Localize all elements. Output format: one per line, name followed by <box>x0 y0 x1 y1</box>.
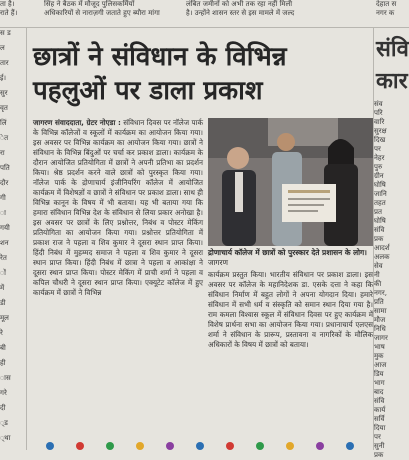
strip-line: गयी <box>0 224 10 232</box>
strip-line: रे <box>0 329 3 337</box>
strip-line: गरे <box>0 389 7 397</box>
strip-line: सेव <box>374 262 383 270</box>
strip-line: अलक <box>374 253 390 261</box>
strip-line: ास <box>0 374 11 382</box>
strip-line: सुर <box>0 89 8 97</box>
strip-line: तार <box>0 59 9 67</box>
strip-line: तहत <box>374 199 386 207</box>
strip-line: नी <box>374 271 380 279</box>
strip-line: में <box>0 284 5 292</box>
strip-line: प्रक <box>374 235 384 243</box>
strip-line: जानि <box>374 190 387 198</box>
top-line: लंबित जमीनों को अभी तक रहा नहीं मिली <box>186 0 293 8</box>
strip-line: डिय <box>374 370 384 378</box>
article-column-right <box>208 270 373 440</box>
top-col-1 <box>0 0 40 18</box>
strip-line: ल <box>0 44 5 52</box>
caption-text: द्रोणाचार्य कॉलेज में छात्रों को पुरस्कार देते प्रशासन के लोग। <box>208 248 367 257</box>
strip-line: की <box>374 280 382 288</box>
article-column-left <box>33 118 203 440</box>
strip-line: कार्य <box>374 406 386 414</box>
strip-line: निधि <box>374 325 386 333</box>
strip-line: घोषि <box>374 217 386 225</box>
strip-line: जागर <box>374 334 388 342</box>
strip-line: नगर, <box>374 289 387 297</box>
right-article-strip <box>374 100 409 459</box>
strip-line: घोषि <box>374 181 386 189</box>
strip-line: भाग <box>374 379 385 387</box>
strip-line: आदर्श <box>374 244 390 252</box>
award-photo-image <box>208 118 373 246</box>
headline-line-2: पहलुओं पर डाला प्रकाश <box>33 76 263 106</box>
top-col-4 <box>376 0 409 18</box>
strip-line: सुरक्ष <box>374 127 387 135</box>
right-headline-line: संवि <box>376 37 409 62</box>
top-col-2 <box>44 0 179 18</box>
strip-line: गी <box>0 194 6 202</box>
strip-line: डी <box>0 299 6 307</box>
strip-line: नेहर <box>374 154 385 162</box>
strip-line: मूल <box>0 314 9 322</box>
strip-line: सर्वि <box>374 415 385 423</box>
strip-line: संव <box>374 100 383 108</box>
strip-line: ेत <box>0 134 9 142</box>
top-line: नगर क <box>376 9 395 17</box>
strip-line: दौर <box>0 179 9 187</box>
top-line: ता है। <box>0 0 15 8</box>
article-text-right: कार्यक्रम प्रस्तुत किया। भारतीय संविधान पर प्रकाश डाला। इस अवसर पर कॉलेज के महानिदेशक डा. एसके दत्ता ने कहा कि संविधान निर्माण में बहुत लोगों ने अपना योगदान दिया। हमारे संविधान में सभी धर्म व संस्कृति को समान स्थान दिया गया है। राम कमला विश्वास स्कूल में संविधान दिवस पर हुए कार्यक्रम में विशेष प्रार्थना सभा का आयोजन किया गया। प्रधानाचार्य एलएस शर्मा ने संविधान के प्रारूप, प्रस्तावना व नागरिकों के मौलिक अधिकारों के विषय में छात्रों को बताया। <box>208 270 373 349</box>
strip-line: आज <box>374 361 387 369</box>
strip-line: संवि <box>374 226 385 234</box>
strip-line: ग्रीन <box>374 172 384 180</box>
top-article-strip <box>0 0 409 26</box>
right-article-headline <box>376 34 409 98</box>
article-photo <box>208 118 373 246</box>
strip-line: प्रक <box>374 451 384 459</box>
strip-line: सामा <box>374 307 387 315</box>
strip-line: दिख <box>374 136 386 144</box>
right-headline-line: कार <box>376 69 408 94</box>
top-line: देहात स <box>376 0 397 8</box>
strip-line: प्रति <box>374 298 384 306</box>
strip-line: संवि <box>374 397 385 405</box>
strip-line: सुनी <box>374 442 385 450</box>
strip-line: ई। <box>0 74 7 82</box>
strip-line: पुरु <box>374 163 383 171</box>
strip-line: दी <box>0 404 6 412</box>
strip-line: बी <box>0 344 6 352</box>
top-line: है। उन्होंने शासन स्तर से इस मामले में जल्द <box>186 9 295 17</box>
left-divider <box>26 28 27 450</box>
top-line: राते हैं। <box>0 9 18 17</box>
strip-line: वृत <box>0 104 8 112</box>
strip-line: पर <box>374 145 381 153</box>
strip-line: मुक <box>374 352 384 360</box>
strip-line: स ड <box>0 29 11 37</box>
photo-credit: जागरण <box>208 258 228 267</box>
strip-line: ही <box>0 359 6 367</box>
article-text-left: संविधान दिवस पर नॉलेज पार्क के विभिन्न कॉलेजों व स्कूलों में कार्यक्रम का आयोजन किया गया। इस अवसर पर विभिन्न कार्यक्रम का आयोजन किया गया। छात्रों ने संविधान के विभिन्न बिंदुओं पर चर्चा कर प्रकाश डाला। कार्यक्रम के दौरान आयोजित प्रतियोगिता में छात्रों ने अपनी प्रतिभा का प्रदर्शन किया। श्रेष्ठ प्रदर्शन करने वाले छात्रों को पुरस्कृत किया गया। नॉलेज पार्क के द्रोणाचार्य इंजीनियरिंग कॉलेज में आयोजित कार्यक्रम में विशेषज्ञों व छात्रों ने संविधान पर प्रकाश डाला। साथ ही विभिन्न कानून के विषय में भी बताया। यह भी बताया गया कि हमारा संविधान विभिन्न देश के संविधान से लिया प्रकार अनोखा है। इस अवसर पर छात्रों के लिए प्रश्नोत्तर, निबंध व पोस्टर मेकिंग प्रतियोगिता का आयोजन किया गया। प्रश्नोत्तर प्रतियोगिता में प्रकाश राज ने पहला व शिव कुमार ने दूसरा स्थान प्राप्त किया। हिंदी निबंध में मुहम्मद समाज ने पहला व शिव कुमार ने दूसरा स्थान प्राप्त किया। हिंदी निबंध में छात्रा ने पहला व आकांक्षा ने दूसरा स्थान प्राप्त किया। पोस्टर मेकिंग में प्राची शर्मा ने पहला व कपिल चौधरी ने दूसरा स्थान प्राप्त किया। एक्यूटेट कॉलेज में हुए कार्यक्रम में छात्रों ने विभिन्न <box>33 118 203 297</box>
left-article-strip <box>0 26 26 450</box>
top-line: सिंह ने बैठक में मौजूद पुलिसकर्मियों <box>44 0 135 8</box>
strip-line: मौज <box>374 316 386 324</box>
strip-line: पति <box>0 164 10 172</box>
strip-line: शन <box>0 239 9 247</box>
top-divider <box>0 27 409 28</box>
strip-line: रेत <box>0 254 7 262</box>
strip-line: बाद <box>374 388 384 396</box>
headline-line-1: छात्रों ने संविधान के विभिन्न <box>33 42 287 72</box>
strip-line: परि <box>374 109 383 117</box>
strip-line: रा <box>0 149 5 157</box>
strip-line: ा <box>0 209 6 217</box>
strip-line: ्ड <box>0 419 8 427</box>
strip-line: ों <box>0 269 6 277</box>
strip-line: वारि <box>374 118 385 126</box>
strip-line: प्रत <box>374 208 382 216</box>
dateline: जागरण संवाददाता, ग्रेटर नोएडा : <box>33 118 121 127</box>
top-line: अधिकारियों से नाराज़गी जताते हुए ब्यौरा मांगा <box>44 9 160 17</box>
top-col-3 <box>186 0 369 18</box>
strip-line: दिया <box>374 424 386 432</box>
decorative-dot-band <box>26 440 374 450</box>
strip-line: पर <box>374 433 381 441</box>
page-title <box>33 40 371 108</box>
photo-caption <box>208 248 373 268</box>
strip-line: भाष <box>374 343 385 351</box>
strip-line: लिं <box>0 119 7 127</box>
strip-line: ्था <box>0 434 11 442</box>
